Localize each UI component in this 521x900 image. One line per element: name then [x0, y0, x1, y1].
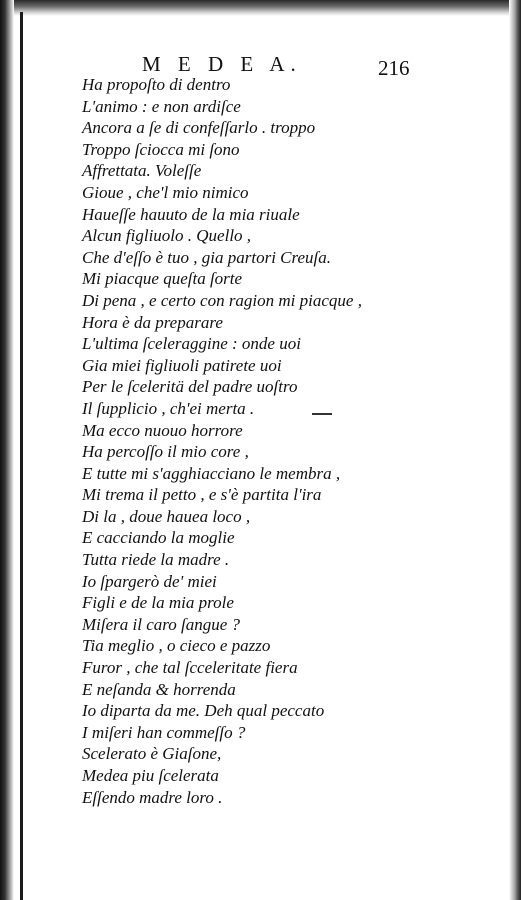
verse-line: Mi trema il petto , e s'è partita l'ira — [82, 485, 322, 505]
verse-line: Figli e de la mia prole — [82, 593, 234, 613]
verse-line: Furor , che tal ſcceleritate fiera — [82, 658, 298, 678]
scan-top-edge — [0, 0, 521, 16]
verse-line: L'ultima ſceleraggine : onde uoi — [82, 334, 301, 354]
verse-line: Eſſendo madre loro . — [82, 787, 223, 807]
verse-line: Gioue , che'l mio nimico — [82, 182, 249, 202]
verse-line: E neſanda & horrenda — [82, 679, 236, 699]
verse-line: Ma ecco nuouo horrore — [82, 420, 243, 440]
verse-line: Di la , doue hauea loco , — [82, 506, 251, 526]
verse-line: Haueſſe hauuto de la mia riuale — [82, 204, 300, 224]
verse-line: Per le ſceleritä del padre uoſtro — [82, 377, 298, 397]
verse-line: Scelerato è Giaſone, — [82, 744, 222, 764]
verse-line: E tutte mi s'agghiacciano le membra , — [82, 463, 341, 483]
page-spine-line — [20, 12, 23, 900]
verse-line: Io diparta da me. Deh qual peccato — [82, 701, 325, 721]
scan-left-edge — [0, 0, 14, 900]
verse-line: Io ſpargerò de' miei — [82, 571, 217, 591]
verse-line: Che d'eſſo è tuo , gia partori Creuſa. — [82, 247, 332, 267]
margin-dash — [312, 413, 332, 415]
verse-line: I miſeri han commeſſo ? — [82, 722, 246, 742]
verse-line: Miſera il caro ſangue ? — [82, 614, 241, 634]
verse-line: Hora è da preparare — [82, 312, 223, 332]
verse-line: Ha percoſſo il mio core , — [82, 442, 249, 462]
verse-line: Alcun figliuolo . Quello , — [82, 226, 252, 246]
verse-line: Medea piu ſcelerata — [82, 766, 219, 785]
verse-line: Troppo ſciocca mi ſono — [82, 139, 240, 159]
verse-line: Ancora a ſe di confeſſarlo . troppo — [82, 118, 316, 138]
verse-line: Tia meglio , o cieco e pazzo — [82, 636, 271, 656]
verse-line: Affrettata. Voleſſe — [82, 161, 202, 181]
page-number: 216 — [378, 56, 410, 80]
verse-line: Tutta riede la madre . — [82, 550, 230, 570]
verse-line: Di pena , e certo con ragion mi piacque , — [82, 290, 362, 310]
running-title: M E D E A. — [142, 52, 302, 76]
scan-right-edge — [509, 0, 521, 900]
verse-line: Gia miei figliuoli patirete uoi — [82, 355, 282, 375]
verse-line: Il ſupplicio , ch'ei merta . — [82, 398, 255, 418]
verse-line: Ha propoſto di dentro — [82, 75, 231, 94]
verse-line: L'animo : e non ardiſce — [82, 96, 241, 116]
verse-text — [82, 74, 362, 808]
verse-line: E cacciando la moglie — [82, 528, 235, 548]
verse-line: Mi piacque queſta ſorte — [82, 269, 243, 289]
